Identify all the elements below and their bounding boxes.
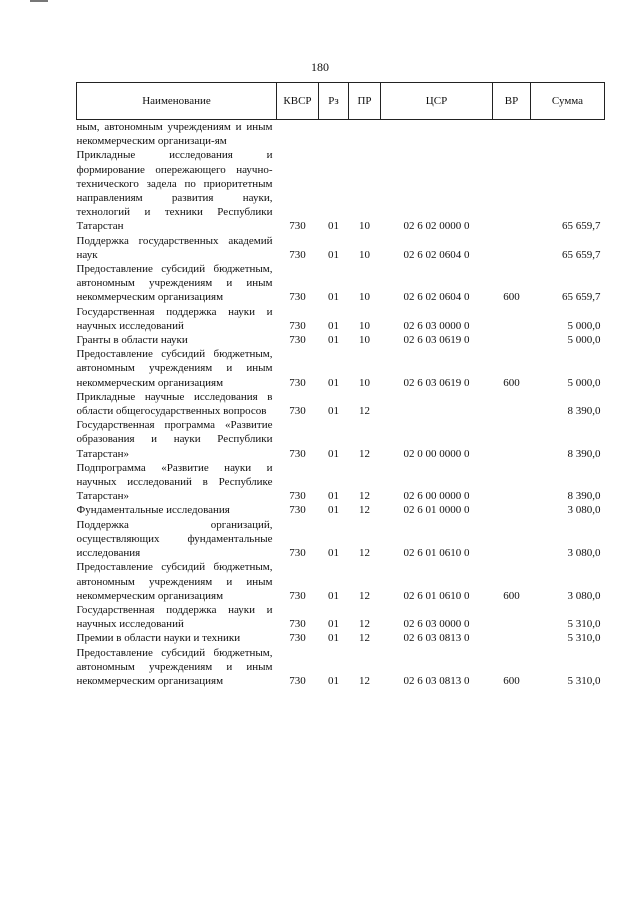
cell-name: Государственная поддержка науки и научных исследований: [76, 603, 273, 631]
cell-vr: [493, 461, 531, 504]
cell-rz: 01: [328, 504, 339, 517]
cell-sum: 5 000,0: [567, 319, 601, 332]
cell-kvsr: 730: [289, 547, 306, 560]
cell-sum: 5 000,0: [567, 376, 601, 389]
table-row: [77, 631, 605, 645]
cell-csr: 02 6 01 0610 0: [403, 547, 470, 560]
cell-rz: [319, 120, 349, 149]
cell-vr: [493, 390, 531, 418]
cell-sum: 3 080,0: [567, 589, 601, 602]
cell-kvsr: 730: [289, 632, 306, 645]
cell-name: Премии в области науки и техники: [76, 632, 241, 645]
table-row: [77, 461, 605, 504]
cell-sum: 65 659,7: [562, 220, 601, 233]
page-number: 180: [311, 60, 329, 74]
table-row: [77, 333, 605, 347]
table-row: [77, 418, 605, 461]
cell-kvsr: 730: [289, 504, 306, 517]
cell-rz: 01: [328, 334, 339, 347]
cell-pr: 10: [359, 376, 370, 389]
cell-kvsr: [277, 120, 319, 149]
cell-kvsr: 730: [289, 618, 306, 631]
cell-sum: 5 310,0: [567, 618, 601, 631]
cell-sum: 65 659,7: [562, 248, 601, 261]
cell-kvsr: 730: [289, 248, 306, 261]
cell-kvsr: 730: [289, 405, 306, 418]
header-vr: ВР: [493, 83, 531, 120]
header-csr: ЦСР: [381, 83, 493, 120]
cell-sum: 65 659,7: [562, 291, 601, 304]
cell-vr: [493, 148, 531, 233]
cell-sum: 5 310,0: [567, 632, 601, 645]
cell-pr: [349, 120, 381, 149]
cell-sum: 5 310,0: [567, 674, 601, 687]
cell-name: Государственная программа «Развитие образования и науки Республики Татарстан»: [76, 419, 273, 460]
cell-vr: [493, 631, 531, 645]
cell-csr: 02 6 02 0604 0: [403, 248, 470, 261]
cell-csr: 02 6 03 0813 0: [403, 674, 470, 687]
header-pr: ПР: [349, 83, 381, 120]
cell-name: Прикладные научные исследования в области общегосударственных вопросов: [76, 390, 273, 418]
cell-name: Фундаментальные исследования: [76, 504, 230, 517]
cell-csr: 02 6 02 0604 0: [403, 291, 470, 304]
header-sum: Сумма: [531, 83, 605, 120]
table-row: [77, 603, 605, 631]
table-row: [77, 305, 605, 333]
table-row: [77, 518, 605, 561]
cell-csr: 02 0 00 0000 0: [403, 447, 470, 460]
table-row: [77, 646, 605, 689]
cell-csr: 02 6 01 0610 0: [403, 589, 470, 602]
cell-kvsr: 730: [289, 334, 306, 347]
table-row: [77, 347, 605, 390]
cell-vr: 600: [503, 291, 520, 304]
cell-vr: [493, 234, 531, 262]
header-rz: Рз: [319, 83, 349, 120]
cell-pr: 10: [359, 291, 370, 304]
cell-csr: 02 6 03 0619 0: [403, 334, 470, 347]
cell-pr: 12: [359, 547, 370, 560]
cell-name: Государственная поддержка науки и научных исследований: [76, 305, 273, 332]
cell-name: ным, автономным учреждениям и иным некоммерческим организаци-ям: [76, 121, 273, 148]
cell-csr: 02 6 03 0000 0: [403, 319, 470, 332]
cell-vr: [493, 120, 531, 149]
cell-rz: 01: [328, 220, 339, 233]
cell-pr: 10: [359, 319, 370, 332]
cell-sum: 8 390,0: [567, 490, 601, 503]
cell-rz: 01: [328, 405, 339, 418]
cell-csr: 02 6 01 0000 0: [403, 504, 470, 517]
cell-sum: 3 080,0: [567, 504, 601, 517]
cell-sum: 3 080,0: [567, 547, 601, 560]
cell-csr: [381, 390, 493, 418]
cell-vr: [493, 603, 531, 631]
table-row: [77, 148, 605, 233]
cell-sum: 5 000,0: [567, 334, 601, 347]
cell-rz: 01: [328, 589, 339, 602]
cell-kvsr: 730: [289, 674, 306, 687]
cell-csr: 02 6 03 0619 0: [403, 376, 470, 389]
cell-pr: 12: [359, 504, 370, 517]
cell-kvsr: 730: [289, 589, 306, 602]
cell-csr: 02 6 03 0000 0: [403, 618, 470, 631]
cell-pr: 12: [359, 632, 370, 645]
cell-sum: 8 390,0: [567, 405, 601, 418]
cell-kvsr: 730: [289, 376, 306, 389]
cell-kvsr: 730: [289, 220, 306, 233]
cell-vr: [493, 305, 531, 333]
cell-pr: 12: [359, 618, 370, 631]
cell-vr: 600: [503, 376, 520, 389]
cell-pr: 12: [359, 447, 370, 460]
cell-name: Поддержка государственных академий наук: [76, 234, 273, 261]
table-row: [77, 560, 605, 603]
cell-vr: 600: [503, 674, 520, 687]
cell-name: Предоставление субсидий бюджетным, автономным учреждениям и иным некоммерческим организациям: [76, 646, 273, 687]
cell-rz: 01: [328, 618, 339, 631]
cell-rz: 01: [328, 447, 339, 460]
cell-vr: [493, 503, 531, 517]
cell-name: Прикладные исследования и формирование опережающего научно-технического задела по приоритетным направлениям развития науки, технологий и техники Республики Татарстан: [76, 149, 273, 233]
cell-name: Подпрограмма «Развитие науки и научных исследований в Республике Татарстан»: [76, 461, 273, 503]
cell-pr: 12: [359, 405, 370, 418]
cell-kvsr: 730: [289, 447, 306, 460]
cell-rz: 01: [328, 547, 339, 560]
cell-name: Предоставление субсидий бюджетным, автономным учреждениям и иным некоммерческим организациям: [76, 561, 273, 602]
cell-vr: [493, 518, 531, 561]
header-kvsr: КВСР: [277, 83, 319, 120]
cell-rz: 01: [328, 291, 339, 304]
table-row: [77, 262, 605, 305]
cell-pr: 10: [359, 220, 370, 233]
table-header-row: [77, 83, 605, 120]
cell-csr: 02 6 00 0000 0: [403, 490, 470, 503]
cell-rz: 01: [328, 490, 339, 503]
cell-name: Предоставление субсидий бюджетным, автономным учреждениям и иным некоммерческим организациям: [76, 263, 273, 304]
cell-pr: 12: [359, 490, 370, 503]
cell-name: Поддержка организаций, осуществляющих фундаментальные исследования: [76, 518, 273, 560]
cell-vr: 600: [503, 589, 520, 602]
cell-vr: [493, 333, 531, 347]
cell-pr: 10: [359, 334, 370, 347]
cell-kvsr: 730: [289, 490, 306, 503]
table-row: [77, 390, 605, 418]
cell-rz: 01: [328, 674, 339, 687]
cell-kvsr: 730: [289, 291, 306, 304]
cell-pr: 12: [359, 674, 370, 687]
cell-rz: 01: [328, 248, 339, 261]
cell-pr: 12: [359, 589, 370, 602]
table-body: [77, 120, 605, 689]
cell-kvsr: 730: [289, 319, 306, 332]
cell-rz: 01: [328, 632, 339, 645]
cell-rz: 01: [328, 376, 339, 389]
scan-mark: [30, 0, 48, 2]
cell-pr: 10: [359, 248, 370, 261]
cell-rz: 01: [328, 319, 339, 332]
table-row: [77, 120, 605, 149]
budget-table: [76, 82, 605, 688]
cell-vr: [493, 418, 531, 461]
table-row: [77, 234, 605, 262]
cell-csr: 02 6 02 0000 0: [403, 220, 470, 233]
cell-csr: 02 6 03 0813 0: [403, 632, 470, 645]
cell-name: Гранты в области науки: [76, 334, 188, 347]
cell-name: Предоставление субсидий бюджетным, автономным учреждениям и иным некоммерческим организациям: [76, 348, 273, 389]
cell-sum: 8 390,0: [567, 447, 601, 460]
cell-csr: [381, 120, 493, 149]
header-name: Наименование: [77, 83, 277, 120]
budget-table-wrap: [76, 82, 604, 688]
table-row: [77, 503, 605, 517]
cell-sum: [531, 120, 605, 149]
